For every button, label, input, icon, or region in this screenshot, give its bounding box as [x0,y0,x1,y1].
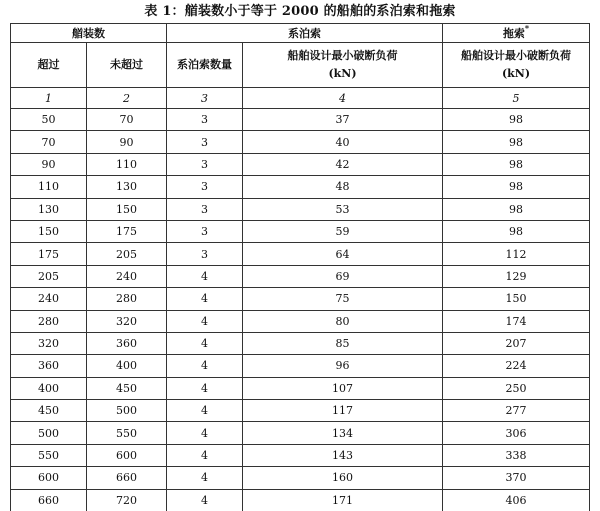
cell-tow-load: 150 [443,288,590,310]
cell-over: 360 [11,355,87,377]
cell-line-count: 4 [167,332,243,354]
cell-line-count: 4 [167,265,243,287]
cell-not-over: 360 [87,332,167,354]
cell-line-count: 4 [167,444,243,466]
header-line-count: 系泊索数量 [167,43,243,88]
header-mooring-load-text: 船舶设计最小破断负荷 [287,49,398,62]
cell-line-count: 4 [167,422,243,444]
header-tow-footnote-mark: * [524,23,530,33]
cell-mooring-load: 134 [243,422,443,444]
table-row [11,131,590,153]
cell-tow-load: 277 [443,400,590,422]
cell-over: 600 [11,467,87,489]
table-row [11,467,590,489]
cell-tow-load: 98 [443,176,590,198]
cell-tow-load: 370 [443,467,590,489]
cell-not-over: 720 [87,489,167,511]
cell-over: 660 [11,489,87,511]
cell-over: 320 [11,332,87,354]
cell-not-over: 110 [87,153,167,175]
cell-not-over: 600 [87,444,167,466]
cell-mooring-load: 42 [243,153,443,175]
cell-not-over: 660 [87,467,167,489]
column-number: 2 [87,88,167,109]
cell-tow-load: 98 [443,220,590,242]
column-number: 3 [167,88,243,109]
cell-tow-load: 98 [443,109,590,131]
table-row [11,243,590,265]
cell-line-count: 3 [167,176,243,198]
cell-tow-load: 306 [443,422,590,444]
cell-mooring-load: 160 [243,467,443,489]
cell-line-count: 3 [167,131,243,153]
header-mooring-lines: 系泊索 [167,24,443,43]
cell-over: 175 [11,243,87,265]
header-not-over: 未超过 [87,43,167,88]
header-tow-line [443,24,590,43]
cell-tow-load: 207 [443,332,590,354]
table-row [11,220,590,242]
cell-line-count: 4 [167,377,243,399]
table-row [11,400,590,422]
table-title: 表 1：艏装数小于等于 2000 的船舶的系泊索和拖索 [144,4,456,19]
cell-line-count: 3 [167,153,243,175]
mooring-tow-table [10,23,590,511]
cell-not-over: 150 [87,198,167,220]
cell-line-count: 3 [167,243,243,265]
cell-not-over: 130 [87,176,167,198]
cell-over: 280 [11,310,87,332]
cell-tow-load: 250 [443,377,590,399]
cell-mooring-load: 69 [243,265,443,287]
cell-not-over: 500 [87,400,167,422]
column-number: 1 [11,88,87,109]
cell-mooring-load: 64 [243,243,443,265]
cell-over: 90 [11,153,87,175]
cell-line-count: 3 [167,109,243,131]
cell-over: 50 [11,109,87,131]
cell-mooring-load: 143 [243,444,443,466]
cell-tow-load: 224 [443,355,590,377]
cell-mooring-load: 107 [243,377,443,399]
cell-over: 150 [11,220,87,242]
cell-line-count: 3 [167,220,243,242]
cell-line-count: 4 [167,310,243,332]
header-tow-line-label: 拖索 [502,27,525,40]
cell-mooring-load: 171 [243,489,443,511]
cell-not-over: 240 [87,265,167,287]
cell-over: 450 [11,400,87,422]
header-mooring-breaking-load [243,43,443,88]
header-tow-load-text: 船舶设计最小破断负荷 [461,49,571,62]
table-row [11,422,590,444]
cell-mooring-load: 37 [243,109,443,131]
table-row [11,109,590,131]
column-number-row [11,88,590,109]
cell-tow-load: 338 [443,444,590,466]
cell-mooring-load: 80 [243,310,443,332]
cell-line-count: 4 [167,288,243,310]
header-tow-load-unit: (kN) [501,67,531,80]
column-number: 4 [243,88,443,109]
cell-mooring-load: 85 [243,332,443,354]
table-row [11,288,590,310]
cell-tow-load: 174 [443,310,590,332]
cell-line-count: 4 [167,400,243,422]
cell-mooring-load: 48 [243,176,443,198]
cell-not-over: 205 [87,243,167,265]
cell-over: 550 [11,444,87,466]
header-equipment-number: 艏装数 [11,24,167,43]
cell-tow-load: 98 [443,198,590,220]
cell-mooring-load: 40 [243,131,443,153]
cell-not-over: 400 [87,355,167,377]
header-mooring-load-unit: (kN) [328,67,357,80]
cell-not-over: 450 [87,377,167,399]
cell-tow-load: 406 [443,489,590,511]
cell-mooring-load: 96 [243,355,443,377]
header-row-groups [11,24,590,43]
table-row [11,265,590,287]
cell-line-count: 4 [167,467,243,489]
cell-tow-load: 98 [443,153,590,175]
cell-over: 500 [11,422,87,444]
cell-line-count: 4 [167,489,243,511]
cell-tow-load: 129 [443,265,590,287]
table-row [11,377,590,399]
cell-line-count: 3 [167,198,243,220]
cell-line-count: 4 [167,355,243,377]
cell-over: 110 [11,176,87,198]
cell-over: 205 [11,265,87,287]
cell-not-over: 280 [87,288,167,310]
table-row [11,153,590,175]
cell-not-over: 550 [87,422,167,444]
table-row [11,355,590,377]
cell-tow-load: 112 [443,243,590,265]
cell-not-over: 90 [87,131,167,153]
cell-not-over: 175 [87,220,167,242]
cell-mooring-load: 117 [243,400,443,422]
table-body [11,109,590,511]
header-row-columns [11,43,590,88]
cell-over: 240 [11,288,87,310]
cell-mooring-load: 59 [243,220,443,242]
cell-tow-load: 98 [443,131,590,153]
column-number: 5 [443,88,590,109]
table-row [11,444,590,466]
header-tow-breaking-load [443,43,590,88]
cell-mooring-load: 53 [243,198,443,220]
header-over: 超过 [11,43,87,88]
cell-not-over: 70 [87,109,167,131]
cell-not-over: 320 [87,310,167,332]
table-row [11,332,590,354]
table-row [11,176,590,198]
table-row [11,489,590,511]
cell-mooring-load: 75 [243,288,443,310]
cell-over: 70 [11,131,87,153]
cell-over: 130 [11,198,87,220]
table-row [11,310,590,332]
cell-over: 400 [11,377,87,399]
table-row [11,198,590,220]
